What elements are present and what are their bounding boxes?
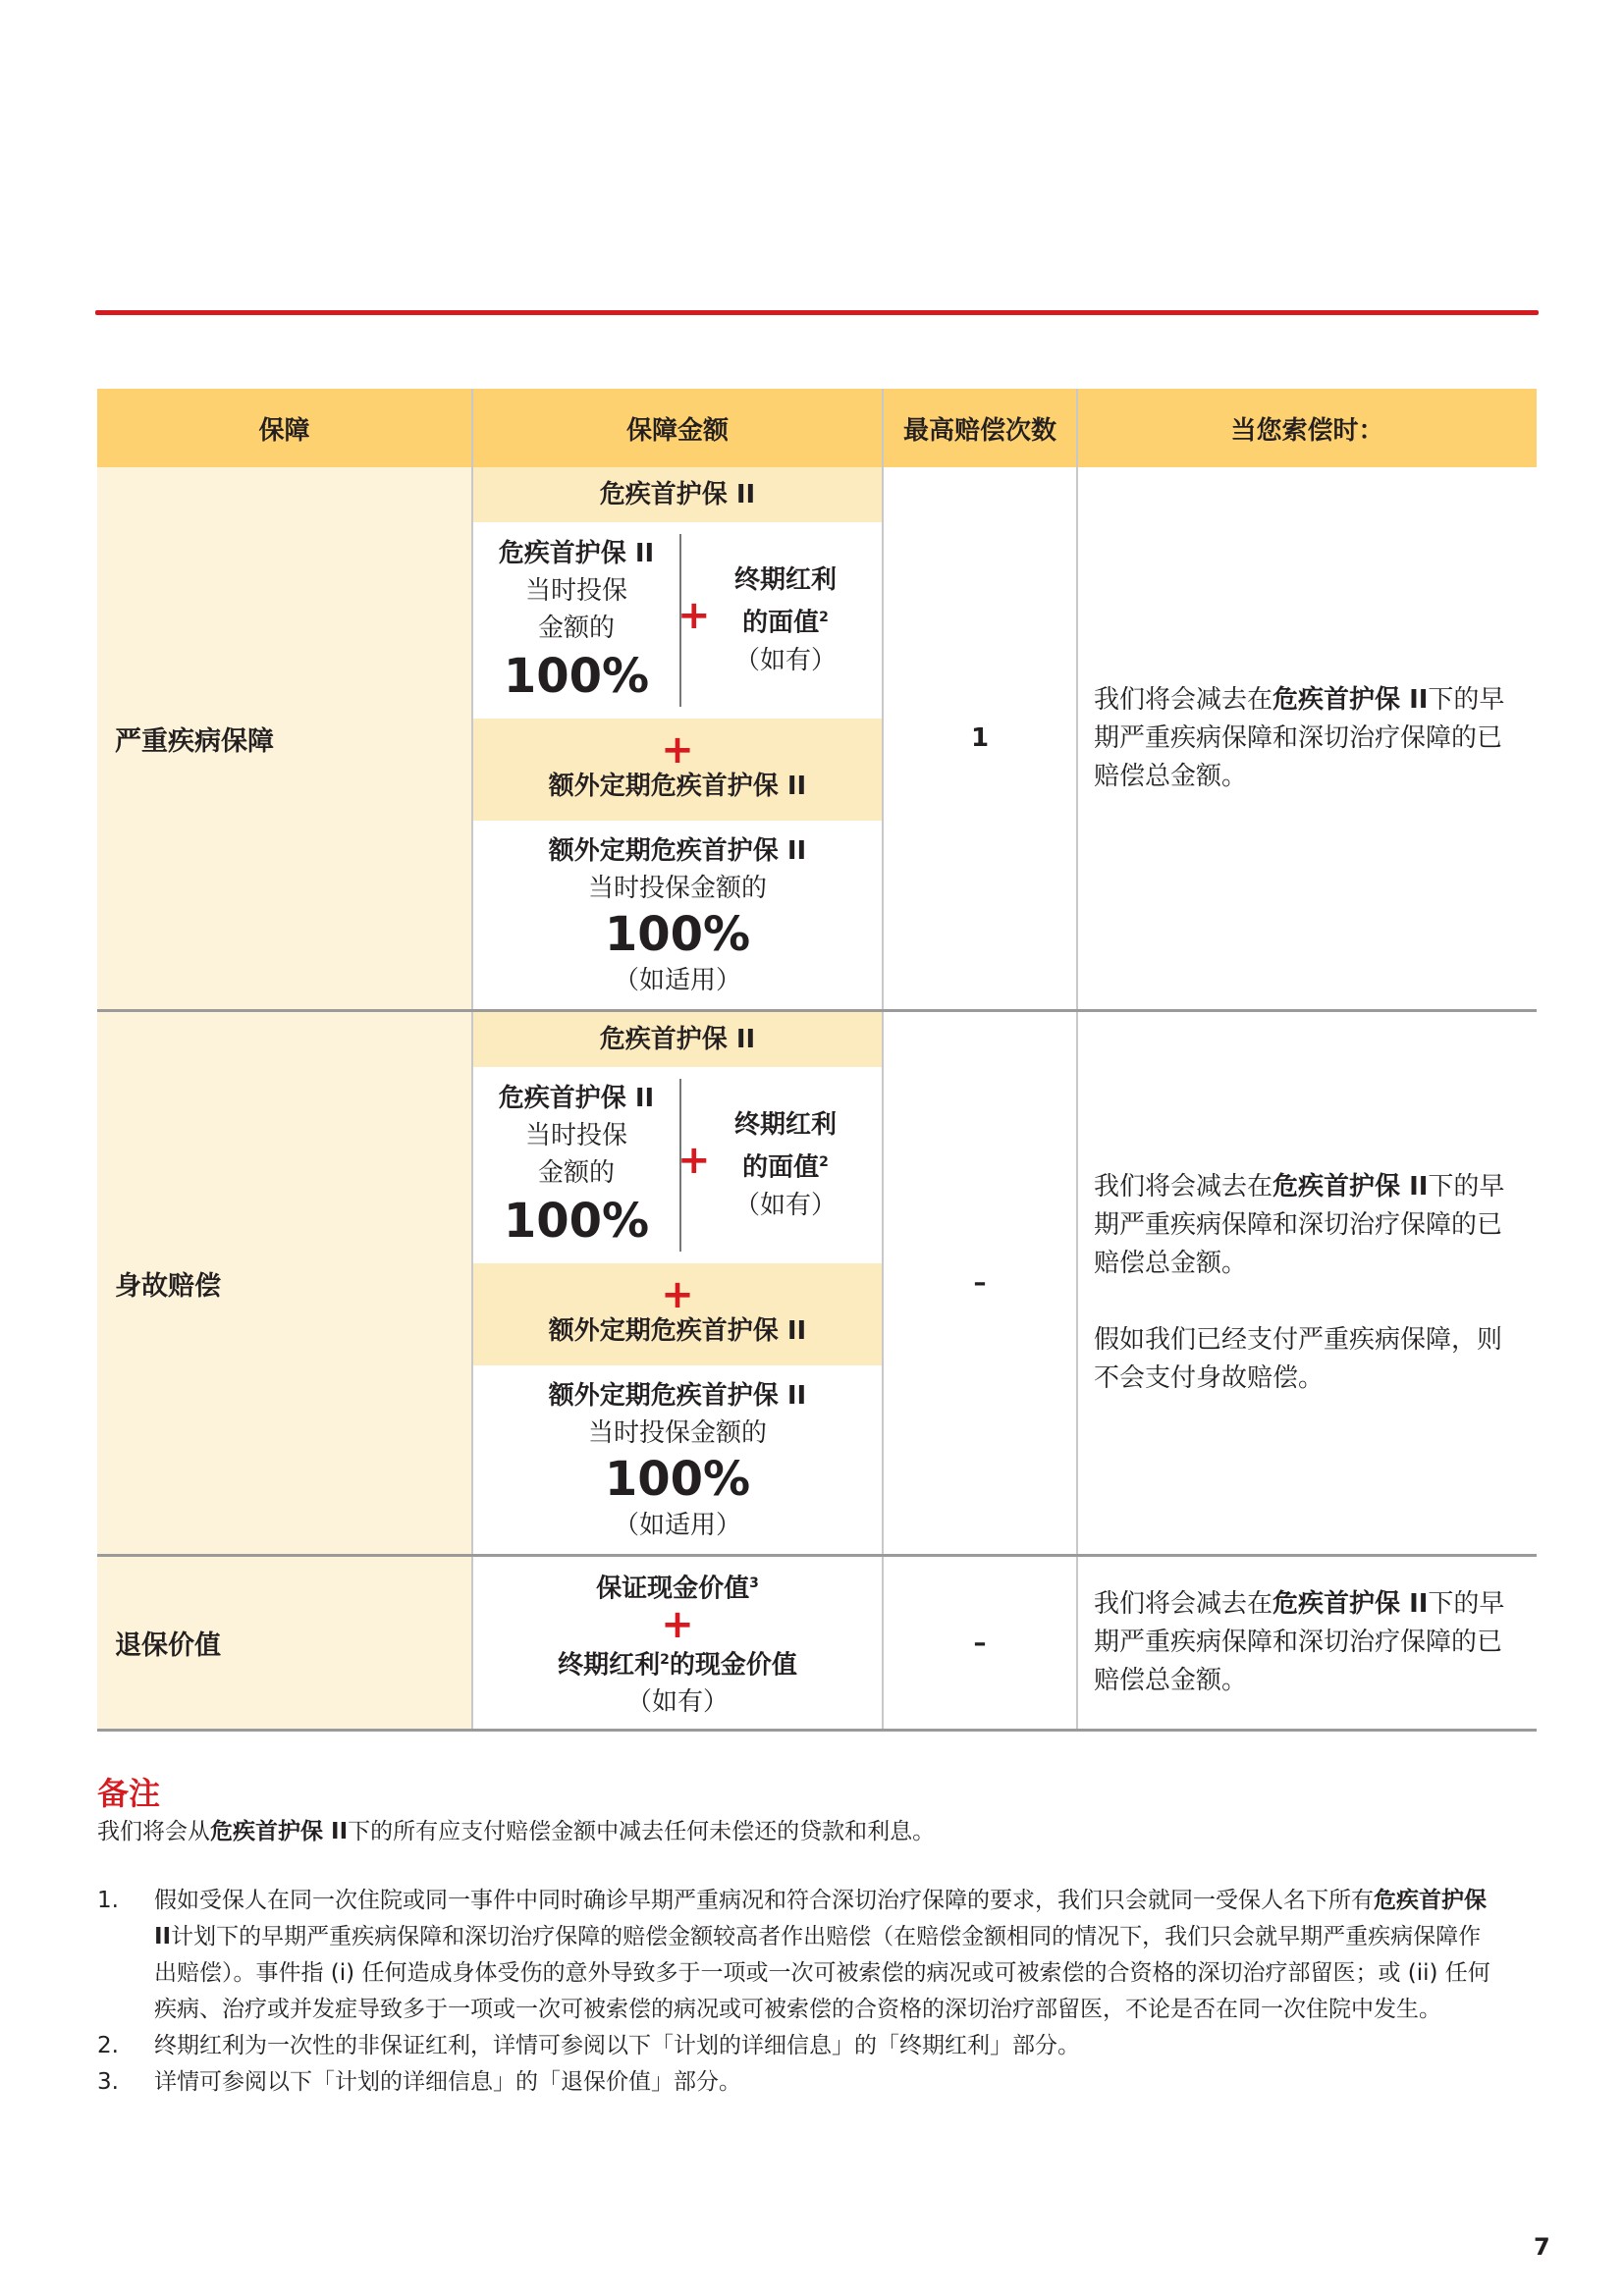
benefits-table [97,389,1537,1732]
footnote-ref: 2 [819,1154,829,1171]
amount-left [473,534,681,707]
footnote-ref: 3 [749,1575,759,1591]
amount-extra-percent: 100% [604,1452,751,1507]
amount-extra [473,1365,882,1554]
plan-name: 危疾首护保 II [154,1888,1487,1949]
amount-band-mid [473,1263,882,1365]
claim-cell [1077,1011,1537,1556]
header-claim: 当您索偿时： [1077,389,1537,467]
coverage-cell: 身故赔偿 [97,1011,472,1556]
amount-extra-percent: 100% [604,907,751,962]
amount-right-line: 的面值 [742,1152,820,1183]
amount-line: 终期红利 [558,1650,661,1681]
amount-right-note: （如有） [733,1190,837,1220]
page-number: 7 [1534,2233,1550,2261]
times-cell: – [883,1556,1077,1731]
plus-icon: + [661,727,694,773]
claim-text: 下的早期严重疾病保障和深切治疗保障的已赔偿总金额。 [1094,1589,1505,1696]
amount-left-percent: 100% [503,1194,650,1249]
claim-cell [1077,1556,1537,1731]
amount-extra-line: 当时投保金额的 [587,1418,767,1448]
amount-extra-note: （如适用） [613,1511,741,1540]
notes-intro [97,1814,935,1849]
table-row-death-benefit [97,1011,1537,1556]
table-row-critical-illness [97,467,1537,1011]
claim-text: 我们将会减去在 [1094,684,1273,715]
amount-right-title: 终期红利 [733,1110,837,1141]
header-amount: 保障金额 [472,389,883,467]
note-item [97,1883,1491,2028]
amount-band-top: 危疾首护保 II [473,467,882,522]
amount-right-title: 终期红利 [733,565,837,596]
plus-icon: + [661,1601,694,1647]
note-item [97,2064,1491,2101]
amount-left-line: 金额的 [537,614,615,643]
amount-left-title: 危疾首护保 II [498,539,655,568]
plus-icon: + [677,593,711,638]
amount-extra-line: 当时投保金额的 [587,874,767,903]
amount-extra-note: （如适用） [613,966,741,995]
note-text: 计划下的早期严重疾病保障和深切治疗保障的赔偿金额较高者作出赔偿（在赔偿金额相同的情况下，我们只会就早期严重疾病保障作出赔偿）。事件指 (i) 任何造成身体受伤的意外导致多于一项或一次可被索偿的病况或可被索偿的合资格的深切治疗部留医；或 (ii) 任何疾病、治疗或并发症导致多于一项或一次可被索偿的病况或可被索偿的合资格的深切治疗部留医，不论是否在同一次住院中发生。 [154,1924,1490,2022]
top-red-rule [95,310,1539,315]
amount-band-top: 危疾首护保 II [473,1012,882,1067]
amount-right [681,1106,882,1224]
amount-line: 的现金价值 [669,1650,797,1681]
amount-right [681,561,882,679]
amount-extra-title: 额外定期危疾首护保 II [548,1381,807,1411]
amount-cell [472,1011,883,1556]
claim-text: 我们将会减去在 [1094,1589,1273,1620]
note-item [97,2028,1491,2064]
notes-list [97,1883,1491,2101]
amount-cell [472,467,883,1011]
header-coverage: 保障 [97,389,472,467]
amount-left-line: 当时投保 [524,576,627,606]
notes-text: 我们将会从 [97,1819,210,1844]
amount-extra [473,821,882,1009]
coverage-cell: 退保价值 [97,1556,472,1731]
times-cell: – [883,1011,1077,1556]
notes-text: 下的所有应支付赔偿金额中减去任何未偿还的贷款和利息。 [348,1819,936,1844]
amount-right-note: （如有） [733,645,837,675]
table-row-surrender-value [97,1556,1537,1731]
notes-title: 备注 [97,1775,161,1812]
claim-text: 下的早期严重疾病保障和深切治疗保障的已赔偿总金额。 [1094,684,1505,791]
plus-icon: + [661,1272,694,1317]
amount-cell [472,1556,883,1731]
claim-extra-text: 假如我们已经支付严重疾病保障，则不会支付身故赔偿。 [1094,1325,1503,1393]
claim-text: 下的早期严重疾病保障和深切治疗保障的已赔偿总金额。 [1094,1172,1505,1278]
plan-name: 危疾首护保 II [1272,1172,1429,1201]
note-text: 假如受保人在同一次住院或同一事件中同时确诊早期严重病况和符合深切治疗保障的要求，我们只会就同一受保人名下所有 [154,1888,1374,1913]
amount-band-mid-text: 额外定期危疾首护保 II [548,1316,807,1346]
claim-cell [1077,467,1537,1011]
plan-name: 危疾首护保 II [1272,684,1429,715]
amount-left-percent: 100% [503,649,650,704]
amount-left-title: 危疾首护保 II [498,1084,655,1113]
amount-band-mid [473,719,882,821]
amount-extra-title: 额外定期危疾首护保 II [548,836,807,866]
times-cell: 1 [883,467,1077,1011]
footnote-ref: 2 [660,1651,670,1668]
amount-line: 保证现金价值 [596,1574,750,1604]
claim-text: 我们将会减去在 [1094,1172,1273,1201]
plan-name: 危疾首护保 II [1272,1589,1429,1620]
amount-note: （如有） [625,1687,729,1718]
note-text: 详情可参阅以下「计划的详细信息」的「退保价值」部分。 [154,2069,741,2095]
footnote-ref: 2 [819,610,829,626]
note-text: 终期红利为一次性的非保证红利，详情可参阅以下「计划的详细信息」的「终期红利」部分。 [154,2033,1080,2058]
amount-left-line: 当时投保 [524,1121,627,1150]
amount-left [473,1079,681,1252]
note-number: 1. [97,1888,119,1913]
note-number: 2. [97,2033,119,2058]
amount-left-line: 金额的 [537,1158,615,1188]
plus-icon: + [677,1138,711,1183]
amount-band-mid-text: 额外定期危疾首护保 II [548,772,807,801]
note-number: 3. [97,2069,119,2095]
plan-name: 危疾首护保 II [210,1819,349,1844]
header-times: 最高赔偿次数 [883,389,1077,467]
table-header-row [97,389,1537,467]
amount-right-line: 的面值 [742,608,820,638]
coverage-cell: 严重疾病保障 [97,467,472,1011]
